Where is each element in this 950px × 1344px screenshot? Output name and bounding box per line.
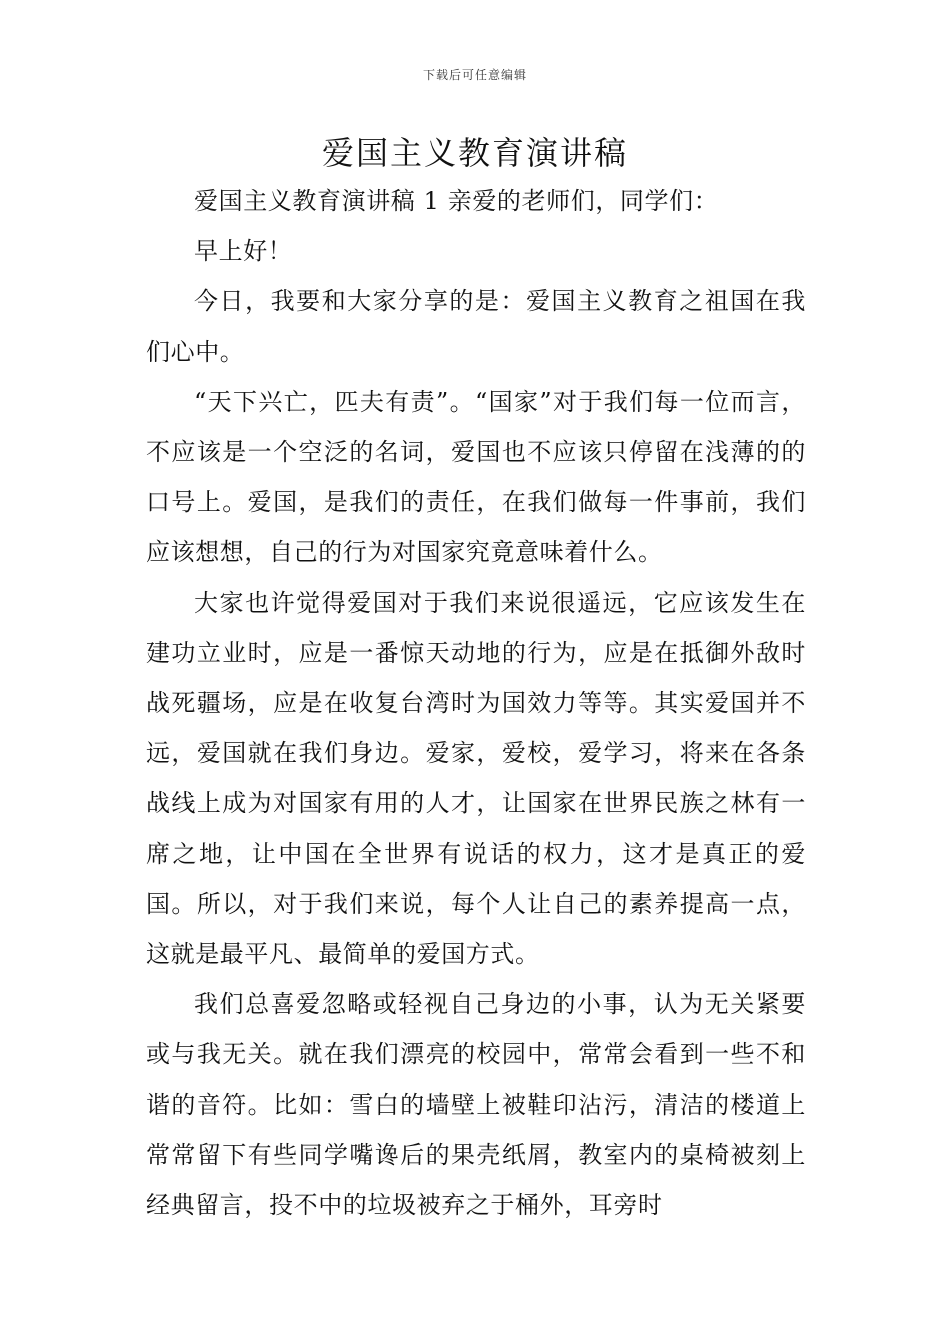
page-title: 爱国主义教育演讲稿 <box>321 134 628 172</box>
paragraph-small-things: 我们总喜爱忽略或轻视自己身边的小事，认为无关紧要或与我无关。就在我们漂亮的校园中，常常会看到一些不和谐的音符。比如：雪白的墙壁上被鞋印沾污，清洁的楼道上常常留下有些同学嘴谗后的果壳纸屑，教室内的桌椅被刻上经典留言，投不中的垃圾被弃之于桶外，耳旁时 <box>146 990 806 1220</box>
paragraph-responsibility: “天下兴亡，匹夫有责”。“国家”对于我们每一位而言，不应该是一个空泛的名词，爱国也不应该只停留在浅薄的的口号上。爱国，是我们的责任，在我们做每一件事前，我们应该想想，自己的行为对国家究竟意味着什么。 <box>146 387 806 567</box>
paragraph-good-morning: 早上好！ <box>194 237 293 266</box>
paragraph-intro: 今日，我要和大家分享的是：爱国主义教育之祖国在我们心中。 <box>146 287 806 366</box>
paragraph-patriotism-near: 大家也许觉得爱国对于我们来说很遥远，它应该发生在建功立业时，应是一番惊天动地的行为，应是在抵御外敌时战死疆场，应是在收复台湾时为国效力等等。其实爱国并不远，爱国就在我们身边。爱家，爱校，爱学习，将来在各条战线上成为对国家有用的人才，让国家在世界民族之林有一席之地，让中国在全世界有说话的权力，这才是真正的爱国。所以，对于我们来说，每个人让自己的素养提高一点，这就是最平凡、最简单的爱国方式。 <box>146 588 806 969</box>
header-note: 下载后可任意编辑 <box>422 68 527 82</box>
paragraph-greeting: 爱国主义教育演讲稿 1 亲爱的老师们，同学们： <box>194 187 719 215</box>
document-body <box>146 176 806 1230</box>
